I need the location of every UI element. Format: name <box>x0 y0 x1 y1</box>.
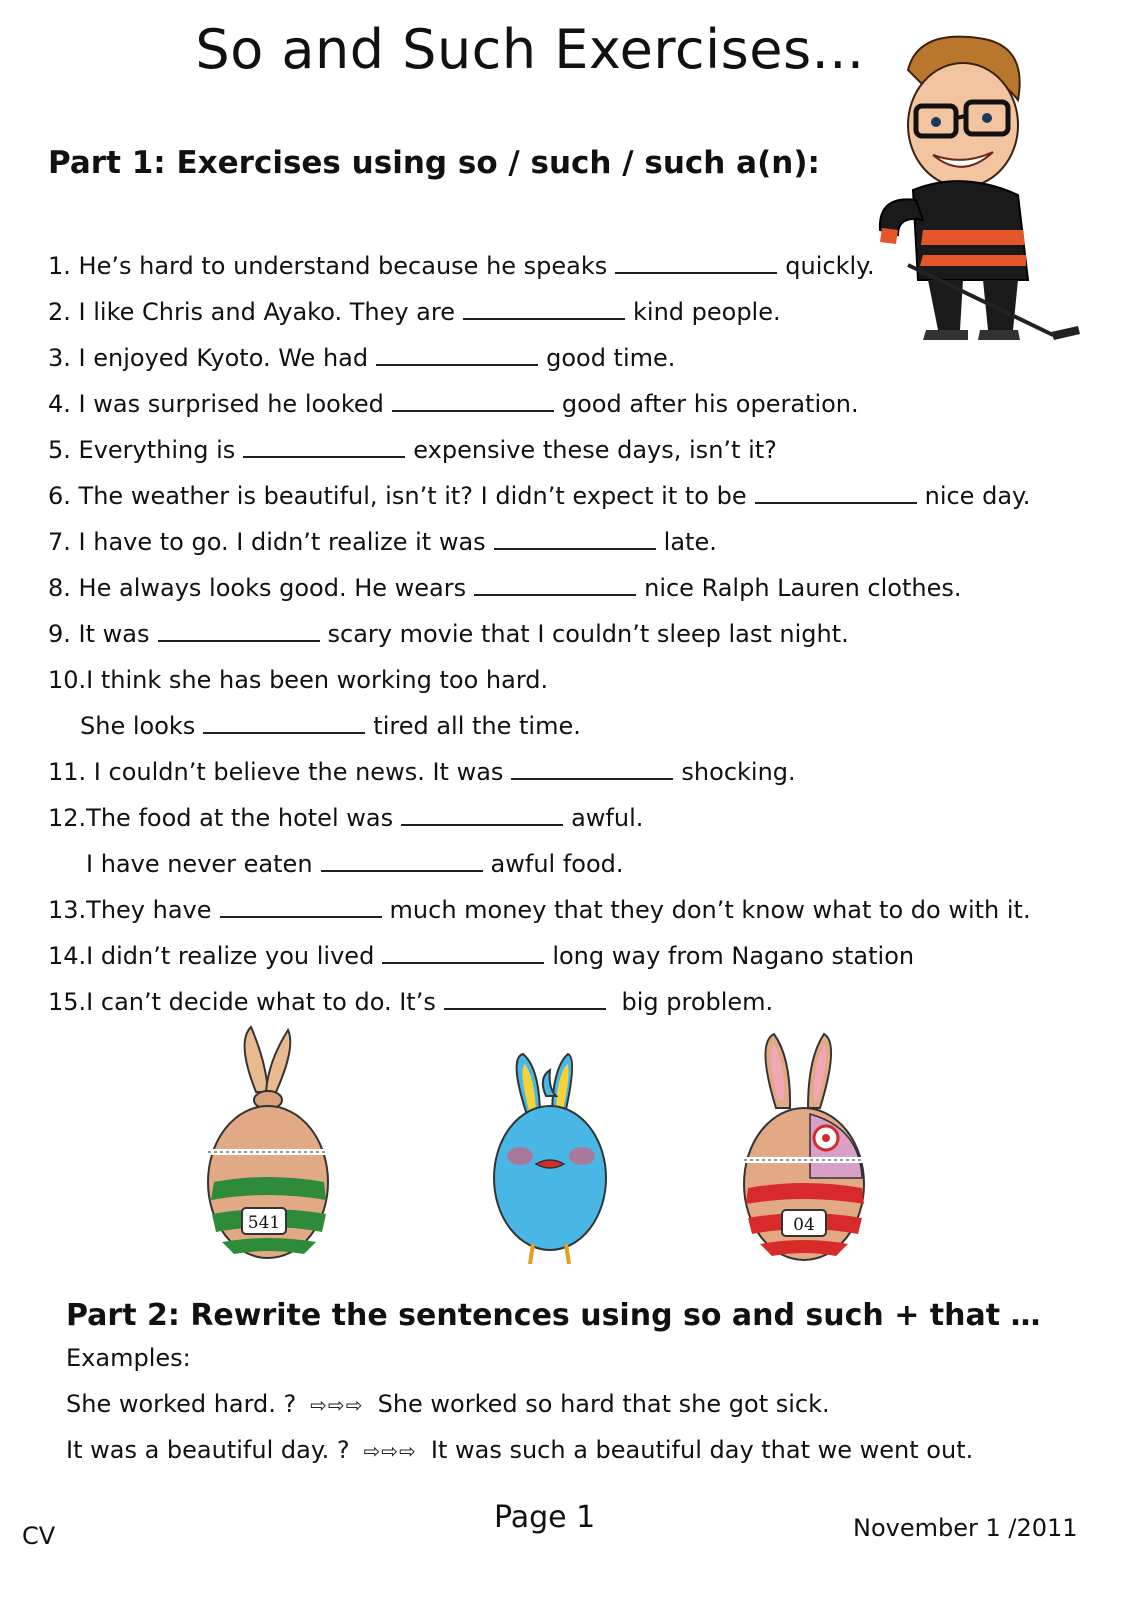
answer-blank[interactable] <box>220 892 382 918</box>
answer-blank[interactable] <box>511 754 673 780</box>
examples-label: Examples: <box>66 1344 191 1372</box>
question-7: 7. I have to go. I didn’t realize it was late. <box>48 524 1108 570</box>
arrow-icon: ⇨⇨⇨ <box>310 1393 364 1417</box>
green-egg-character-illustration <box>196 1022 346 1262</box>
question-10: 10.I think she has been working too hard. <box>48 666 549 694</box>
footer-initials: CV <box>22 1522 56 1550</box>
green-egg-number: 541 <box>247 1213 281 1233</box>
question-2: 2. I like Chris and Ayako. They are kind people. <box>48 294 1108 340</box>
question-12-continued: I have never eaten awful food. <box>48 846 1108 892</box>
answer-blank[interactable] <box>392 386 554 412</box>
question-15: 15.I can’t decide what to do. It’s big problem. <box>48 984 1108 1030</box>
question-13: 13.They have much money that they don’t know what to do with it. <box>48 892 1108 938</box>
answer-blank[interactable] <box>755 478 917 504</box>
answer-blank[interactable] <box>321 846 483 872</box>
answer-blank[interactable] <box>382 938 544 964</box>
question-14: 14.I didn’t realize you lived long way from Nagano station <box>48 938 1108 984</box>
answer-blank[interactable] <box>615 248 777 274</box>
question-12: 12.The food at the hotel was awful. <box>48 800 1108 846</box>
question-6: 6. The weather is beautiful, isn’t it? I didn’t expect it to be nice day. <box>48 478 1108 524</box>
question-10-continued: She looks tired all the time. <box>48 708 1108 754</box>
answer-blank[interactable] <box>401 800 563 826</box>
question-4: 4. I was surprised he looked good after his operation. <box>48 386 1108 432</box>
question-11: 11. I couldn’t believe the news. It was shocking. <box>48 754 1108 800</box>
red-egg-character-illustration <box>736 1028 876 1264</box>
blue-bird-character-illustration <box>478 1048 626 1270</box>
answer-blank[interactable] <box>494 524 656 550</box>
answer-blank[interactable] <box>444 984 606 1010</box>
question-9: 9. It was scary movie that I couldn’t sleep last night. <box>48 616 1108 662</box>
question-1: 1. He’s hard to understand because he speaks quickly. <box>48 248 1108 294</box>
answer-blank[interactable] <box>243 432 405 458</box>
footer-date: November 1 /2011 <box>853 1514 1078 1542</box>
part2-heading: Part 2: Rewrite the sentences using so and such + that … <box>66 1298 1041 1333</box>
examples-section <box>66 1340 973 1478</box>
question-8: 8. He always looks good. He wears nice Ralph Lauren clothes. <box>48 570 1108 616</box>
question-3: 3. I enjoyed Kyoto. We had good time. <box>48 340 1108 386</box>
red-egg-number: 04 <box>793 1215 815 1235</box>
arrow-icon: ⇨⇨⇨ <box>363 1439 417 1463</box>
page-number: Page 1 <box>494 1500 596 1535</box>
example-row: It was a beautiful day. ? ⇨⇨⇨ It was such a beautiful day that we went out. <box>66 1436 974 1464</box>
answer-blank[interactable] <box>203 708 365 734</box>
answer-blank[interactable] <box>474 570 636 596</box>
part1-heading: Part 1: Exercises using so / such / such a(n): <box>48 145 820 181</box>
example-row: She worked hard. ? ⇨⇨⇨ She worked so hard that she got sick. <box>66 1390 830 1418</box>
question-list <box>48 248 1108 1030</box>
page-title: So and Such Exercises... <box>195 18 865 81</box>
answer-blank[interactable] <box>376 340 538 366</box>
answer-blank[interactable] <box>158 616 320 642</box>
answer-blank[interactable] <box>463 294 625 320</box>
question-5: 5. Everything is expensive these days, isn’t it? <box>48 432 1108 478</box>
